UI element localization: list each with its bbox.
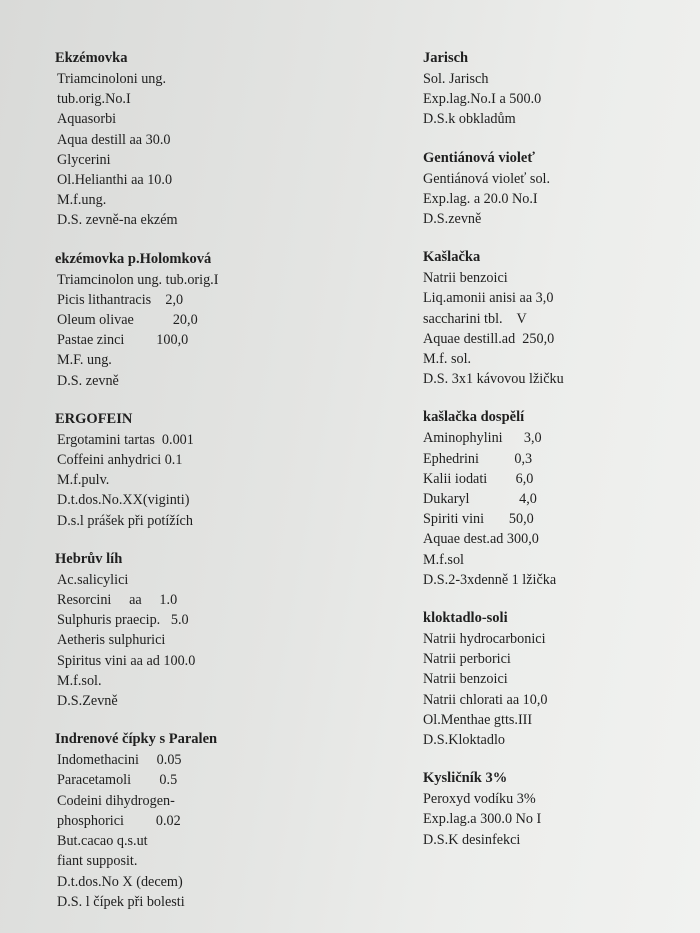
recipe-line: Indomethacini 0.05 (57, 752, 182, 769)
recipe-line: Natrii benzoici (423, 270, 508, 287)
recipe-line: Ol.Helianthi aa 10.0 (57, 172, 173, 189)
recipe-line: Aquae dest.ad 300,0 (423, 531, 539, 548)
recipe-line: Dukaryl 4,0 (423, 491, 537, 508)
recipe-line: Spiriti vini 50,0 (423, 511, 534, 528)
recipe-line: Aetheris sulphurici (57, 632, 166, 649)
recipe-ergofein (55, 409, 375, 531)
recipe-ekzemovka (55, 48, 375, 231)
recipe-line: D.S.K desinfekci (423, 831, 521, 848)
recipe-title: Indrenové čípky s Paralen (55, 731, 218, 748)
recipe-title: Jarisch (423, 50, 469, 66)
recipe-line: Coffeini anhydrici 0.1 (57, 452, 183, 469)
recipe-line: tub.orig.No.I (57, 91, 131, 108)
recipe-line: Exp.lag.No.I a 500.0 (423, 91, 542, 108)
recipe-line: D.t.dos.No.XX(viginti) (57, 492, 190, 509)
recipe-line: Sulphuris praecip. 5.0 (57, 612, 189, 629)
right-column (423, 48, 693, 868)
recipe-title: Gentiánová violeť (423, 149, 535, 166)
recipe-line: Triamcinolon ung. tub.orig.I (57, 271, 219, 288)
recipe-line: But.cacao q.s.ut (57, 833, 148, 850)
recipe-line: Kalii iodati 6,0 (423, 470, 534, 487)
recipe-line: Natrii hydrocarbonici (423, 631, 546, 648)
recipe-line: M.f.pulv. (57, 472, 110, 489)
recipe-line: Peroxyd vodíku 3% (423, 791, 536, 808)
recipe-line: Aquae destill.ad 250,0 (423, 330, 555, 347)
recipe-line: Oleum olivae 20,0 (57, 312, 198, 329)
recipe-line: Natrii perborici (423, 651, 511, 668)
recipe-title: kloktadlo-soli (423, 610, 508, 627)
recipe-line: Aquasorbi (57, 111, 117, 128)
recipe-line: Glycerini (57, 151, 111, 168)
recipe-line: Ergotamini tartas 0.001 (57, 431, 194, 448)
recipe-line: fiant supposit. (57, 853, 138, 870)
recipe-line: M.f.sol. (57, 672, 102, 689)
recipe-ekzemovka-p-holomkova (55, 249, 375, 391)
recipe-line: Paracetamoli 0.5 (57, 772, 178, 789)
recipe-line: D.s.l prášek při potížích (57, 512, 193, 529)
recipe-kloktadlo-soli (423, 608, 693, 750)
recipe-kaslacka-dospeli (423, 407, 693, 590)
recipe-line: M.f.sol (423, 551, 464, 568)
recipe-line: M.f. sol. (423, 351, 472, 368)
recipe-line: Exp.lag.a 300.0 No I (423, 811, 542, 828)
recipe-line: D.S. 3x1 kávovou lžičku (423, 371, 564, 388)
recipe-line: D.S. zevně (57, 372, 119, 389)
recipe-line: Spiritus vini aa ad 100.0 (57, 652, 196, 669)
recipe-line: phosphorici 0.02 (57, 812, 181, 829)
recipe-line: Ephedrini 0,3 (423, 450, 533, 467)
recipe-title: ERGOFEIN (55, 410, 133, 427)
recipe-title: Kašlačka (423, 249, 481, 266)
recipe-line: D.S. zevně-na ekzém (57, 212, 178, 229)
recipe-line: Natrii chlorati aa 10,0 (423, 691, 548, 708)
recipe-line: M.F. ung. (57, 352, 112, 369)
recipe-line: Resorcini aa 1.0 (57, 592, 178, 609)
recipe-kaslacka (423, 247, 693, 389)
recipe-gentianova-violet (423, 148, 693, 230)
recipe-line: Triamcinoloni ung. (57, 71, 167, 87)
recipe-line: Sol. Jarisch (423, 71, 489, 87)
recipe-line: Gentiánová violeť sol. (423, 170, 551, 187)
recipe-title: Ekzémovka (55, 50, 128, 66)
recipe-line: Codeini dihydrogen- (57, 792, 175, 809)
recipe-line: Exp.lag. a 20.0 No.I (423, 190, 538, 207)
recipe-line: Picis lithantracis 2,0 (57, 291, 184, 308)
recipe-line: saccharini tbl. V (423, 310, 527, 327)
recipe-indrenove-cipky-s-paralen (55, 729, 375, 912)
left-column (55, 48, 375, 930)
recipe-line: Aqua destill aa 30.0 (57, 131, 171, 148)
recipe-kyslicnik-3 (423, 768, 693, 850)
recipe-line: D.S.k obkladům (423, 111, 516, 128)
recipe-line: Ac.salicylici (57, 571, 129, 588)
recipe-line: D.S.Kloktadlo (423, 732, 505, 749)
recipe-line: D.S.zevně (423, 211, 482, 228)
recipe-line: D.S.2-3xdenně 1 lžička (423, 571, 557, 588)
recipe-line: Liq.amonii anisi aa 3,0 (423, 290, 554, 307)
recipe-line: Natrii benzoici (423, 671, 508, 688)
recipe-jarisch (423, 48, 693, 130)
recipe-hebruv-lih (55, 549, 375, 711)
recipe-title: Kysličník 3% (423, 770, 508, 787)
recipe-line: Pastae zinci 100,0 (57, 332, 189, 349)
recipe-line: D.t.dos.No X (decem) (57, 873, 183, 890)
recipe-line: M.f.ung. (57, 192, 107, 209)
recipe-title: Hebrův líh (55, 550, 123, 567)
recipe-line: D.S. l čípek při bolesti (57, 893, 185, 910)
recipe-line: Aminophylini 3,0 (423, 430, 542, 447)
recipe-title: kašlačka dospělí (423, 409, 525, 426)
recipe-title: ekzémovka p.Holomková (55, 250, 212, 267)
recipe-line: D.S.Zevně (57, 693, 118, 710)
recipe-line: Ol.Menthae gtts.III (423, 711, 533, 728)
